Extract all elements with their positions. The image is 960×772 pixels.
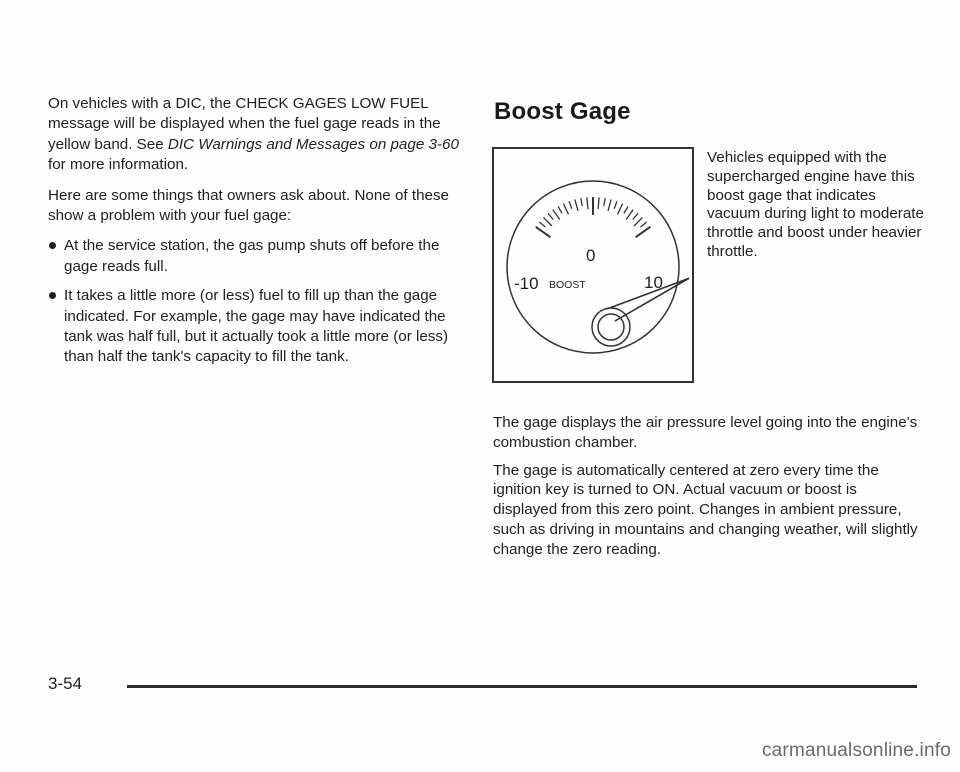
bullet-icon (49, 292, 56, 299)
gauge-tick (548, 213, 553, 219)
fuel-message-paragraph (48, 94, 466, 176)
gauge-tick (539, 222, 545, 227)
gauge-tick-marks (536, 197, 651, 237)
gauge-tick (624, 206, 628, 213)
owners-ask-paragraph: Here are some things that owners ask about. None of these show a problem with your fuel gage: (48, 186, 450, 225)
boost-gauge-illustration (492, 147, 694, 383)
gauge-tick (598, 197, 599, 209)
gauge-tick (569, 201, 572, 209)
bullet-list (48, 236, 466, 367)
right-column (493, 413, 923, 568)
list-item (48, 236, 466, 277)
boost-gauge-svg (494, 149, 692, 381)
gauge-tick (633, 213, 638, 219)
left-column (48, 94, 466, 377)
zero-reading-paragraph: The gage is automatically centered at zero every time the ignition key is turned to ON. Actual vacuum or boost is displayed from this zero point. Changes in ambient pressure, such as driving in mountains and changing weather, will slightly change the zero reading. (493, 461, 918, 558)
bullet-icon (49, 242, 56, 249)
gauge-tick (634, 218, 642, 226)
gauge-description: Vehicles equipped with the supercharged engine have this boost gage that indicates vacuum during light to moderate throttle and boost under heavier throttle. (707, 149, 924, 260)
air-pressure-paragraph: The gage displays the air pressure level going into the engine's combustion chamber. (493, 414, 918, 451)
watermark: carmanualsonline.info (761, 740, 951, 761)
gauge-tick (614, 201, 617, 209)
gauge-name-label: BOOST (549, 279, 586, 291)
gauge-tick (604, 198, 605, 206)
page-number: 3-54 (48, 674, 83, 693)
gauge-tick (626, 210, 633, 220)
gauge-tick (581, 198, 582, 206)
gauge-tick (636, 227, 651, 237)
gauge-max-label: 10 (644, 273, 663, 292)
gauge-tick (544, 218, 552, 226)
text-span: for more information. (48, 156, 189, 174)
gauge-tick (536, 227, 551, 237)
cross-reference-link[interactable]: DIC Warnings and Messages on page 3-60 (167, 135, 459, 153)
gauge-tick (608, 199, 611, 211)
gauge-tick (558, 206, 562, 213)
list-item-text: It takes a little more (or less) fuel to fill up than the gage indicated. For example, the gage may have indicated the tank was half full, but it actually took a little more (or less) than half the tank's capacity to fill the tank. (64, 287, 449, 366)
footer-divider (127, 685, 917, 688)
text-span: On vehicles with a DIC, the CHECK GAGES LOW FUEL message will be displayed when the fuel gage reads in the yellow band. See (48, 95, 441, 153)
gauge-min-label: -10 (514, 274, 539, 293)
gauge-tick (640, 222, 646, 227)
section-title: Boost Gage (494, 98, 631, 125)
list-item-text: At the service station, the gas pump shuts off before the gage reads full. (64, 237, 440, 275)
gauge-tick (575, 199, 578, 211)
list-item (48, 286, 466, 368)
gauge-tick (553, 210, 560, 220)
gauge-zero-label: 0 (586, 246, 596, 265)
gauge-tick (563, 204, 568, 215)
gauge-tick (587, 197, 588, 209)
gauge-tick (618, 204, 623, 215)
